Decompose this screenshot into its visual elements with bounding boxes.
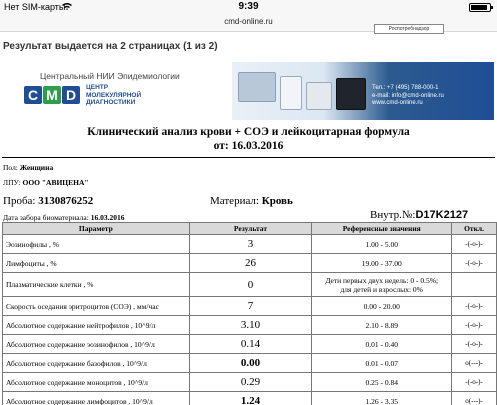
ref-cell: 0.25 - 0.84 <box>312 373 452 392</box>
lpu-label: ЛПУ: <box>3 178 21 187</box>
header-ref: Референсные значения <box>312 223 452 235</box>
divider <box>2 157 495 158</box>
result-cell: 3.10 <box>189 316 312 335</box>
ref-cell: 0.01 - 0.40 <box>312 335 452 354</box>
param-cell: Абсолютное содержание нейтрофилов , 10^9/л <box>3 316 190 335</box>
ref-cell: 1.26 - 3.35 <box>312 392 452 405</box>
logo-text-line: ДИАГНОСТИКИ <box>86 99 136 106</box>
sex-row <box>3 163 53 172</box>
logo-letter-d: D <box>62 86 80 104</box>
param-cell: Плазматические клетки , % <box>3 273 190 297</box>
institute-name: Центральный НИИ Эпидемиологии <box>40 71 180 81</box>
dev-cell: -(-о-)- <box>452 297 497 316</box>
param-cell: Абсолютное содержание моноцитов , 10^9/л <box>3 373 190 392</box>
ref-cell: 19.00 - 37.00 <box>312 254 452 273</box>
param-cell: Абсолютное содержание базофилов , 10^9/л <box>3 354 190 373</box>
contacts <box>372 85 444 108</box>
collection-label: Дата забора биоматериала: <box>3 213 89 222</box>
result-cell: 0.14 <box>189 335 312 354</box>
collection-row <box>3 213 124 222</box>
dev-cell: о(---)- <box>452 392 497 405</box>
table-row <box>3 254 497 273</box>
address-bar[interactable] <box>0 14 497 32</box>
results-table <box>2 222 497 405</box>
result-cell: 7 <box>189 297 312 316</box>
table-row <box>3 273 497 297</box>
lab-equipment-image <box>306 82 332 110</box>
proba-label: Проба: <box>3 195 36 207</box>
ref-cell: 1.00 - 5.00 <box>312 235 452 254</box>
lpu-row <box>3 178 89 187</box>
table-row <box>3 354 497 373</box>
date-value: 16.03.2016 <box>231 140 284 152</box>
url-text[interactable]: cmd-online.ru <box>224 17 273 26</box>
material-value: Кровь <box>261 195 293 207</box>
ref-cell: 2.10 - 8.89 <box>312 316 452 335</box>
header-dev: Откл. <box>452 223 497 235</box>
logo-letter-c: C <box>24 86 42 104</box>
carrier-label: Нет SIM-карты <box>4 2 66 12</box>
pages-note: Результат выдается на 2 страницах (1 из 2) <box>3 41 218 52</box>
clock: 9:39 <box>238 1 259 12</box>
material-row <box>210 195 293 207</box>
dev-cell: -(-о-)- <box>452 316 497 335</box>
material-label: Материал: <box>210 195 259 207</box>
lab-equipment-image <box>238 72 276 102</box>
table-header-row <box>3 223 497 235</box>
result-cell: 0 <box>189 273 312 297</box>
header-param: Параметр <box>3 223 190 235</box>
sex-value: Женщина <box>19 163 54 172</box>
result-cell: 0.00 <box>189 354 312 373</box>
proba-value: 3130876252 <box>38 195 94 207</box>
contact-email: e-mail: info@cmd-online.ru <box>372 92 444 99</box>
result-cell: 3 <box>189 235 312 254</box>
logo-text-line: ЦЕНТР <box>86 84 109 91</box>
header-block <box>0 60 497 122</box>
param-cell: Абсолютное содержание лимфоцитов , 10^9/л <box>3 392 190 405</box>
table-row <box>3 297 497 316</box>
document-title: Клинический анализ крови + СОЭ и лейкоцитарная формула <box>87 126 410 138</box>
banner-image <box>232 62 494 120</box>
table-row <box>3 316 497 335</box>
table-row <box>3 335 497 354</box>
param-cell: Лимфоциты , % <box>3 254 190 273</box>
proba-row <box>3 195 93 207</box>
dev-cell <box>452 273 497 297</box>
contact-site: www.cmd-online.ru <box>372 100 423 106</box>
result-cell: 0.29 <box>189 373 312 392</box>
dev-cell: -(-о-)- <box>452 373 497 392</box>
param-cell: Скорость оседания эритроцитов (СОЭ) , мм/час <box>3 297 190 316</box>
date-label: от: <box>213 140 229 152</box>
battery-icon <box>469 3 491 12</box>
dev-cell: о(---)- <box>452 354 497 373</box>
ref-cell: 0.01 - 0.07 <box>312 354 452 373</box>
dev-cell: -(-о-)- <box>452 235 497 254</box>
status-bar <box>0 0 497 14</box>
document-date <box>0 140 497 152</box>
ref-line: Дети первых двух недель: 0 - 0.5%; <box>325 275 439 285</box>
param-cell: Эозинофилы , % <box>3 235 190 254</box>
internal-number <box>370 209 468 221</box>
result-cell: 1.24 <box>189 392 312 405</box>
logo-text-line: МОЛЕКУЛЯРНОЙ <box>86 91 142 99</box>
logo-text <box>86 84 141 107</box>
lab-equipment-image <box>336 78 366 110</box>
internal-label: Внутр.№: <box>370 209 416 221</box>
internal-value: D17K2127 <box>415 209 469 221</box>
logo-letter-m: M <box>43 86 61 104</box>
contact-phone: Тел.: +7 (495) 788-000-1 <box>372 85 439 91</box>
result-cell: 26 <box>189 254 312 273</box>
dev-cell: -(-о-)- <box>452 254 497 273</box>
stamp-logo: Роспотребнадзор <box>374 24 444 34</box>
sex-label: Пол: <box>3 163 18 172</box>
lab-equipment-image <box>280 76 302 110</box>
cmd-logo <box>24 86 81 104</box>
header-result: Результат <box>189 223 312 235</box>
table-row <box>3 235 497 254</box>
param-cell: Абсолютное содержание эозинофилов , 10^9/л <box>3 335 190 354</box>
table-row <box>3 392 497 405</box>
dev-cell: -(-о-)- <box>452 335 497 354</box>
ref-line: для детей и взрослых: 0% <box>340 284 423 294</box>
table-row <box>3 373 497 392</box>
ref-cell <box>312 273 452 297</box>
ref-cell: 0.00 - 20.00 <box>312 297 452 316</box>
lpu-value: ООО "АВИЦЕНА" <box>22 178 89 187</box>
collection-value: 16.03.2016 <box>90 213 125 222</box>
